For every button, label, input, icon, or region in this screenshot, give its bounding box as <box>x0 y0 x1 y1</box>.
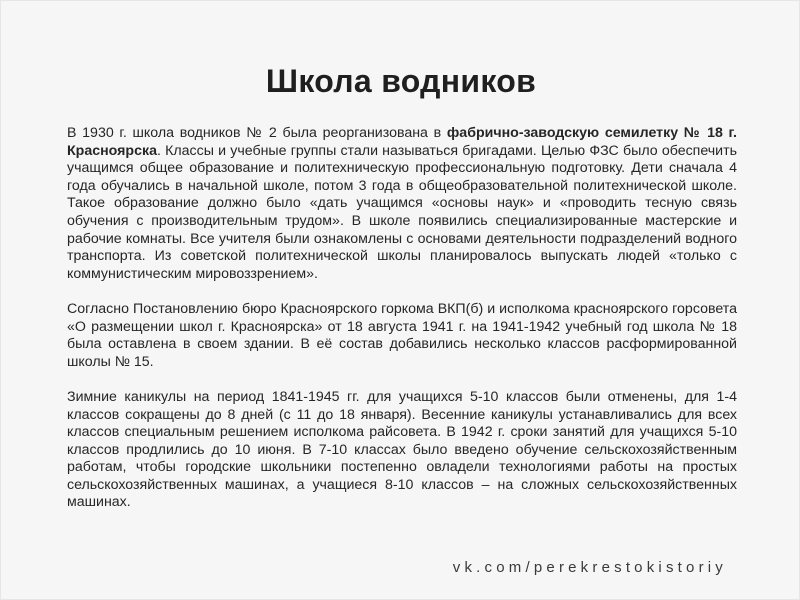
paragraph-1-bold-school-name: фабрично-заводскую семилетку № 18 г. Красноярска <box>67 125 737 159</box>
source-link: vk.com/perekrestokistoriy <box>452 559 727 576</box>
paragraph-1-rest: . Классы и учебные группы стали называться бригадами. Целью ФЗС было обеспечить учащимся общее образование и политехническую профессиональную подготовку. Дети сначала 4 года обучались в начальной школе, потом 3 года в общеобразовательной политехнической школе. Такое образование должно было «дать учащимся «основы наук» и «проводить тесную связь обучения с производительным трудом». В школе появились специализированные мастерские и рабочие комнаты. Все учителя были ознакомлены с основами деятельности подразделений водного транспорта. Из советской политехнической школы планировалось выпускать людей «только с коммунистическим мировоззрением». <box>67 142 737 282</box>
paragraph-1-intro: В 1930 г. школа водников № 2 была реорганизована в <box>67 125 447 141</box>
paragraph-3: Зимние каникулы на период 1841-1945 гг. для учащихся 5-10 классов были отменены, для 1-4 классов сокращены до 8 дней (с 11 до 18 января). Весенние каникулы устанавливались для всех классов специальным решением исполкома райсовета. В 1942 г. сроки занятий для учащихся 5-10 классов продлились до 10 июня. В 7-10 классах было введено обучение сельскохозяйственным работам, чтобы городские школьники постепенно овладели технологиями работы на простых сельскохозяйственных машинах, а учащиеся 8-10 классов – на сложных сельскохозяйственных машинах. <box>67 388 737 511</box>
slide-body <box>67 125 737 530</box>
paragraph-1 <box>67 125 737 283</box>
slide-title: Школа водников <box>265 63 537 99</box>
paragraph-2: Согласно Постановлению бюро Красноярского горкома ВКП(б) и исполкома красноярского горсовета «О размещении школ г. Красноярска» от 18 августа 1941 г. на 1941-1942 учебный год школа № 18 была оставлена в своем здании. В её состав добавились несколько классов расформированной школы № 15. <box>67 300 737 370</box>
